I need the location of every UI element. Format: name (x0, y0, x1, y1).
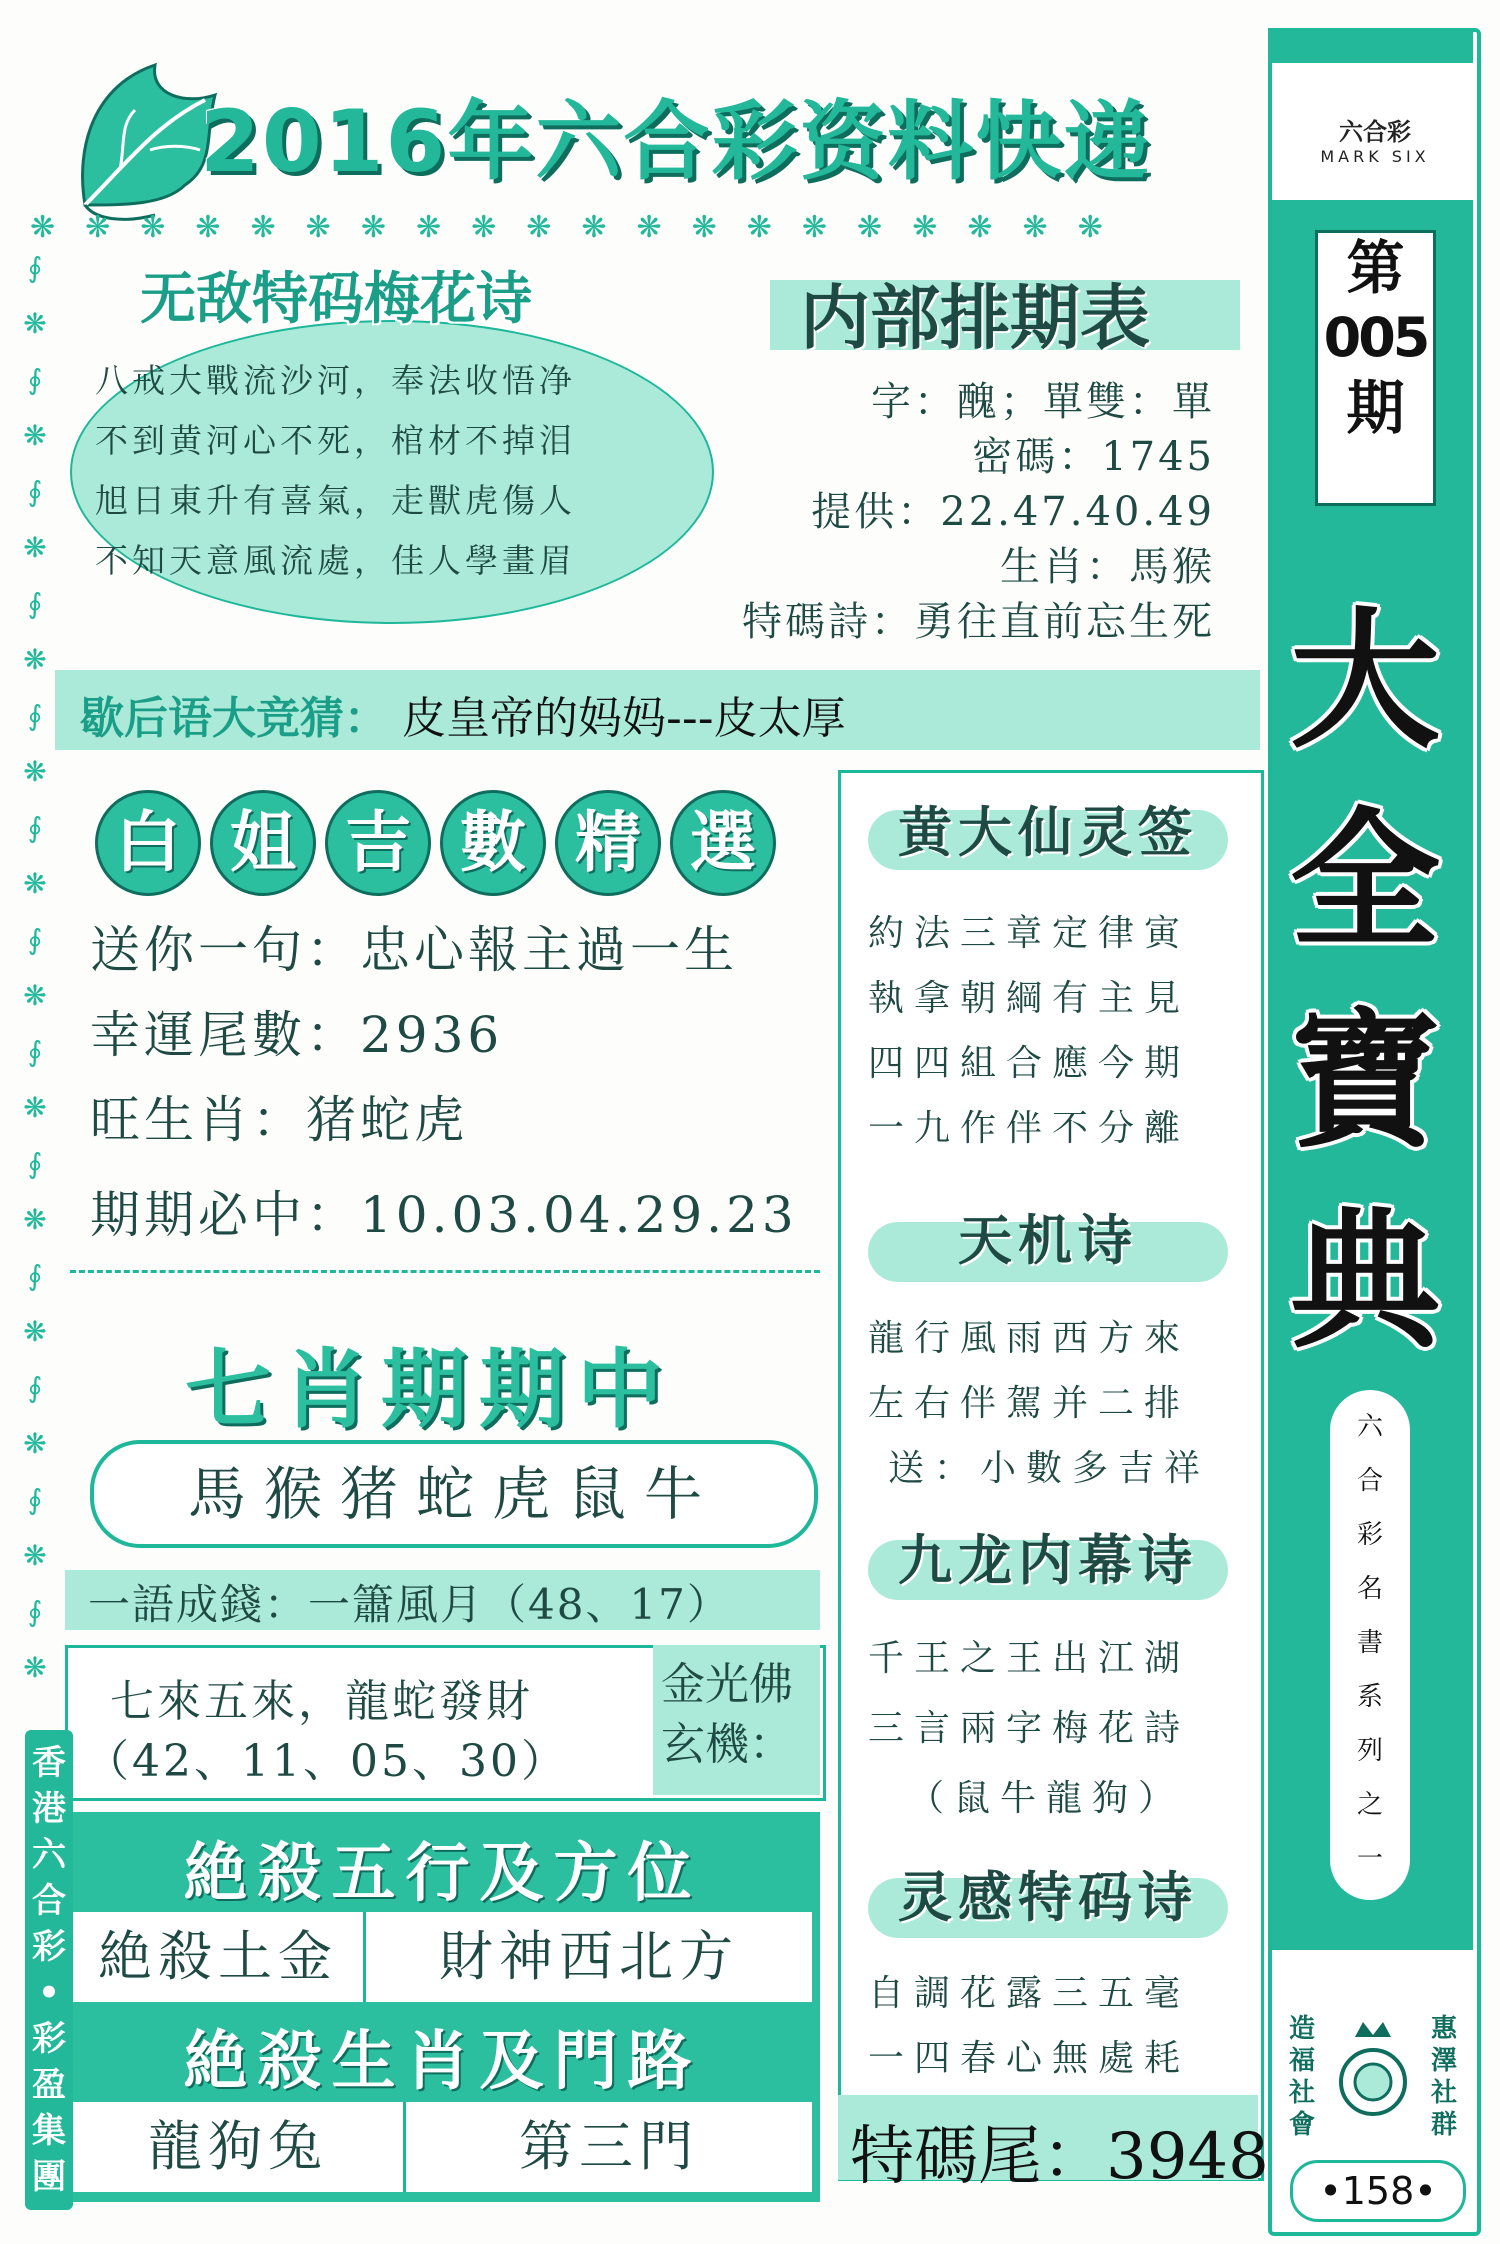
issue-number: 005 (1323, 306, 1428, 369)
series-char: 系 (1356, 1682, 1383, 1712)
page-number: •158• (1290, 2160, 1466, 2222)
schedule-line: 字：醜；單雙：單 (871, 379, 1215, 425)
mark-six-logo (1290, 112, 1460, 182)
verse-line: 執拿朝綱有主見 (868, 978, 1191, 1019)
money-phrase: 一語成錢：一簫風月（48、17） (88, 1580, 731, 1629)
strip-char: 彩 (32, 2019, 66, 2059)
section-title: 九龙内幕诗 (898, 1529, 1198, 1592)
logo-text: 六合彩 (1339, 118, 1411, 146)
title-circle: 吉 (325, 790, 431, 896)
top-border: ❋❋❋❋❋❋❋❋❋❋❋❋❋❋❋❋❋❋❋❋ (30, 210, 1133, 245)
proverb-label: 歇后语大竞猜： (80, 693, 388, 744)
verse-line: 龍行風雨西方來 (868, 1318, 1191, 1359)
title-circle: 精 (555, 790, 661, 896)
series-char: 一 (1356, 1844, 1383, 1874)
verse-line: 一九作伴不分離 (868, 1108, 1191, 1149)
emblem-char: 會 (1288, 2110, 1315, 2140)
strip-char: 盈 (32, 2065, 66, 2105)
buddha-label (653, 1645, 820, 1795)
logo-subtext: MARK SIX (1320, 147, 1430, 166)
kill-row (73, 1912, 812, 2002)
strip-char: 集 (32, 2111, 66, 2151)
schedule-line: 特碼詩：勇往直前忘生死 (742, 599, 1215, 645)
title-circle: 選 (670, 790, 776, 896)
publisher-strip (25, 1730, 73, 2210)
verse-line: 自調花露三五毫 (868, 1973, 1191, 2014)
page-title: 2016年六合彩资料快递 (200, 92, 1152, 192)
special-tail: 特碼尾：3948 (850, 2120, 1269, 2194)
crest-icon (1333, 2017, 1413, 2127)
emblem (1278, 2005, 1468, 2145)
emblem-char: 福 (1288, 2046, 1315, 2076)
big-title-char: 寶 (1290, 995, 1441, 1169)
buddha-label-line: 玄機： (661, 1719, 793, 1770)
schedule-title: 内部排期表 (800, 277, 1150, 359)
poem-line: 不知天意風流處，佳人學畫眉 (95, 541, 576, 580)
big-title-char: 大 (1290, 595, 1441, 769)
emblem-char: 社 (1288, 2078, 1315, 2108)
lucky-line: 期期必中：10.03.04.29.23 (90, 1186, 798, 1244)
strip-char: 合 (32, 1881, 66, 1921)
series-char: 書 (1356, 1628, 1383, 1658)
kill-heading: 絶殺生肖及門路 (183, 2024, 702, 2099)
proverb (80, 682, 846, 746)
left-border: ∮ ❋ ∮ ❋ ∮ ❋ ∮ ❋ ∮ ❋ ∮ ❋ ∮ ❋ ∮ ❋ ∮ ❋ ∮ ❋ ∮ ❋ ∮ ❋ ∮ ❋ (23, 251, 47, 1684)
lucky-line: 送你一句：忠心報主過一生 (90, 921, 738, 979)
emblem-right-text (1428, 2013, 1460, 2141)
issue-box (1315, 230, 1436, 506)
issue-prefix: 第 (1346, 234, 1405, 302)
poem-line: 不到黄河心不死，棺材不掉泪 (95, 421, 576, 460)
section-title: 天机诗 (958, 1209, 1138, 1272)
kill-row (73, 2102, 812, 2192)
verse-line: 左右伴駕并二排 (868, 1383, 1191, 1424)
verse-line: 千王之王出江湖 (868, 1638, 1191, 1679)
section-title: 灵感特码诗 (898, 1866, 1198, 1929)
strip-char: 團 (32, 2157, 66, 2197)
emblem-char: 惠 (1430, 2014, 1457, 2044)
kill-cell: 財神西北方 (439, 1925, 739, 1988)
strip-char: 彩 (32, 1927, 66, 1967)
schedule-line: 生肖：馬猴 (1000, 544, 1215, 590)
kill-cell: 第三門 (519, 2115, 699, 2178)
buddha-label-line: 金光佛 (661, 1659, 793, 1710)
schedule-line: 提供：22.47.40.49 (811, 489, 1215, 535)
verse-line: 三言兩字梅花詩 (868, 1708, 1191, 1749)
series-char: 彩 (1356, 1520, 1383, 1550)
emblem-char: 造 (1288, 2014, 1315, 2044)
lucky-line: 旺生肖：猪蛇虎 (90, 1091, 468, 1149)
big-title-char: 全 (1290, 795, 1441, 969)
poem-title: 无敌特码梅花诗 (140, 267, 532, 332)
divider (70, 1270, 820, 1273)
sidebar-top-band (1268, 28, 1473, 63)
strip-char: 香 (32, 1743, 66, 1783)
verse-line: 約法三章定律寅 (868, 913, 1191, 954)
proverb-text: 皮皇帝的妈妈---皮太厚 (402, 693, 846, 744)
series-label (1330, 1390, 1410, 1900)
verse-line: 四四組合應今期 (868, 1043, 1191, 1084)
kill-heading: 絶殺五行及方位 (183, 1836, 702, 1911)
kill-cell: 龍狗兔 (73, 2102, 406, 2192)
strip-char: 港 (32, 1789, 66, 1829)
series-char: 之 (1356, 1790, 1383, 1820)
schedule-line: 密碼：1745 (972, 434, 1215, 480)
kill-cell: 絶殺土金 (73, 1912, 366, 2002)
series-char: 列 (1356, 1736, 1383, 1766)
strip-char: 六 (32, 1835, 66, 1875)
section-title: 黄大仙灵签 (898, 801, 1198, 864)
series-char: 名 (1356, 1574, 1383, 1604)
emblem-char: 社 (1430, 2078, 1457, 2108)
series-char: 六 (1356, 1412, 1383, 1442)
seven-zodiac-box: 馬猴猪蛇虎鼠牛 (90, 1440, 818, 1548)
verse-line: 一四春心無處耗 (868, 2038, 1191, 2079)
poem-line: 旭日東升有喜氣，走獸虎傷人 (95, 481, 576, 520)
title-circle: 白 (95, 790, 201, 896)
buddha-line: 七來五來，龍蛇發財 (110, 1676, 533, 1727)
issue-suffix: 期 (1346, 374, 1405, 442)
lucky-line: 幸運尾數：2936 (90, 1006, 504, 1064)
title-circle: 數 (440, 790, 546, 896)
strip-char: • (38, 1973, 60, 2013)
verse-line: （鼠牛龍狗） (908, 1778, 1185, 1819)
title-circle: 姐 (210, 790, 316, 896)
seven-zodiac-title: 七肖期期中 (185, 1340, 675, 1440)
big-title-char: 典 (1290, 1195, 1441, 1369)
emblem-char: 群 (1430, 2110, 1457, 2140)
poem-line: 八戒大戰流沙河，奉法收悟净 (95, 361, 576, 400)
buddha-line: （42、11、05、30） (85, 1736, 568, 1787)
series-char: 合 (1356, 1466, 1383, 1496)
kill-panel (65, 1812, 820, 2202)
emblem-char: 澤 (1430, 2046, 1457, 2076)
verse-line: 送：小數多吉祥 (888, 1448, 1211, 1489)
emblem-left-text (1286, 2013, 1318, 2141)
